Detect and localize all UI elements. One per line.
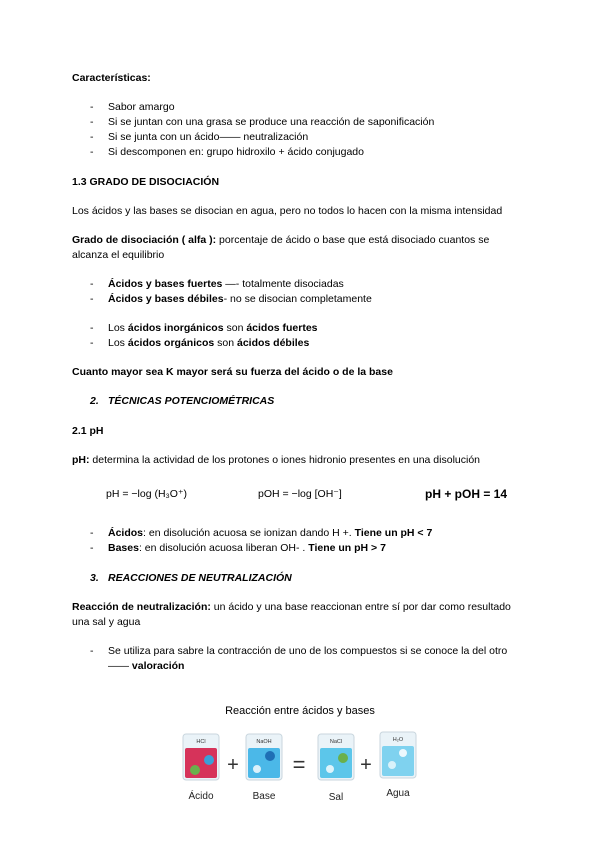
beaker-label: Agua xyxy=(386,788,410,799)
list-item xyxy=(72,277,520,292)
section-title: REACCIONES DE NEUTRALIZACIÓN xyxy=(108,572,292,584)
ph-formula: pH = −log (H₃O⁺) xyxy=(106,488,188,500)
list-item xyxy=(72,541,520,556)
beaker-formula: NaOH xyxy=(256,739,272,745)
ion-icon xyxy=(190,765,200,775)
ion-icon xyxy=(388,761,396,769)
caracteristicas-heading: Características: xyxy=(72,72,151,84)
list-item xyxy=(72,526,520,541)
list-item-text: —- totalmente disociadas xyxy=(222,278,344,290)
list-item xyxy=(72,336,520,351)
list-item-bold: ácidos débiles xyxy=(236,337,310,349)
list-item-text: son xyxy=(214,337,237,349)
list-item-bold: valoración xyxy=(131,660,185,672)
ion-icon xyxy=(399,749,407,757)
definition-term: pH: xyxy=(72,454,90,466)
list-item-bold: ácidos orgánicos xyxy=(127,337,215,349)
section-2-heading xyxy=(90,394,274,409)
list-item-text: - no se disocian completamente xyxy=(223,293,372,305)
list-item-bold: Bases xyxy=(108,542,139,554)
list-item: - Si se juntan con una grasa se produce una reacción de saponificación xyxy=(72,115,520,130)
acid-beaker xyxy=(183,734,219,802)
list-item: - Si descomponen en: grupo hidroxilo + ácido conjugado xyxy=(72,145,520,160)
salt-liquid xyxy=(320,748,352,778)
list-item-bold: Ácidos xyxy=(108,527,144,539)
list-item xyxy=(72,644,520,674)
definition-text: porcentaje de ácido o base que está disociado cuantos se alcanza el equilibrio xyxy=(72,234,490,261)
ion-icon xyxy=(265,751,275,761)
acidos-bases-ph-list xyxy=(72,526,520,556)
ph-poh-sum-formula: pH + pOH = 14 xyxy=(425,487,508,501)
list-item xyxy=(72,292,520,307)
equals-operator: = xyxy=(292,752,306,777)
poh-formula: pOH = −log [OH⁻] xyxy=(258,488,342,500)
neutralization-figure xyxy=(0,728,600,808)
neutralizacion-definition xyxy=(72,600,520,630)
list-item-text: : en disolución acuosa se ionizan dando H +. xyxy=(143,527,355,539)
list-item-bold: ácidos fuertes xyxy=(246,322,318,334)
list-item-text: son xyxy=(223,322,247,334)
list-item-bold: Ácidos y bases débiles xyxy=(108,293,224,305)
list-item-text: : en disolución acuosa liberan OH- . xyxy=(138,542,309,554)
list-item-text: Los xyxy=(108,322,128,334)
list-item: - Si se junta con un ácido—— neutralización xyxy=(72,130,520,145)
fuertes-debiles-list xyxy=(72,277,520,307)
list-item-bold: ácidos inorgánicos xyxy=(127,322,224,334)
ion-icon xyxy=(326,765,334,773)
section-1-3-heading: 1.3 GRADO DE DISOCIACIÓN xyxy=(72,176,220,188)
section-number: 3. xyxy=(90,572,99,584)
beaker-formula: H₂O xyxy=(392,737,404,743)
plus-operator: + xyxy=(227,754,239,776)
disociacion-definition xyxy=(72,233,520,263)
beaker-formula: HCl xyxy=(196,739,206,745)
caracteristicas-list xyxy=(72,100,520,160)
valoracion-list xyxy=(72,644,520,674)
ion-icon xyxy=(253,765,261,773)
list-item-text: Se utiliza para sabre la contracción de uno de los compuestos si se conoce la del otro —— xyxy=(108,645,508,672)
list-item-bold: Tiene un pH < 7 xyxy=(354,527,433,539)
beaker-formula: NaCl xyxy=(329,739,343,745)
list-item-bold: Tiene un pH > 7 xyxy=(308,542,386,554)
beaker-label: Ácido xyxy=(188,791,214,802)
section-3-heading xyxy=(90,571,292,586)
section-2-1-heading: 2.1 pH xyxy=(72,425,104,437)
section-title: TÉCNICAS POTENCIOMÉTRICAS xyxy=(108,395,275,407)
ph-definition xyxy=(72,453,520,468)
list-item-text: Los xyxy=(108,337,128,349)
section-1-3-intro: Los ácidos y las bases se disocian en agua, pero no todos lo hacen con la misma intensidad xyxy=(72,205,503,217)
conclusion-text: Cuanto mayor sea K mayor será su fuerza del ácido o de la base xyxy=(72,366,393,378)
figure-title: Reacción entre ácidos y bases xyxy=(225,705,375,717)
inorganicos-organicos-list xyxy=(72,321,520,351)
definition-term: Grado de disociación ( alfa ): xyxy=(72,234,217,246)
list-item xyxy=(72,321,520,336)
ion-icon xyxy=(338,753,348,763)
definition-text: un ácido y una base reaccionan entre sí por dar como resultado una sal y agua xyxy=(72,601,511,628)
plus-operator: + xyxy=(360,754,372,776)
list-item: - Sabor amargo xyxy=(72,100,520,115)
definition-term: Reacción de neutralización: xyxy=(72,601,211,613)
beaker-label: Sal xyxy=(328,792,344,803)
beaker-label: Base xyxy=(252,791,276,802)
ion-icon xyxy=(204,755,214,765)
section-number: 2. xyxy=(90,395,99,407)
definition-text: determina la actividad de los protones o iones hidronio presentes en una disolución xyxy=(89,454,480,466)
base-beaker xyxy=(246,734,282,802)
water-beaker xyxy=(380,732,416,799)
water-liquid xyxy=(382,746,414,776)
base-liquid xyxy=(248,748,280,778)
salt-beaker xyxy=(318,734,354,803)
list-item-bold: Ácidos y bases fuertes xyxy=(108,278,223,290)
